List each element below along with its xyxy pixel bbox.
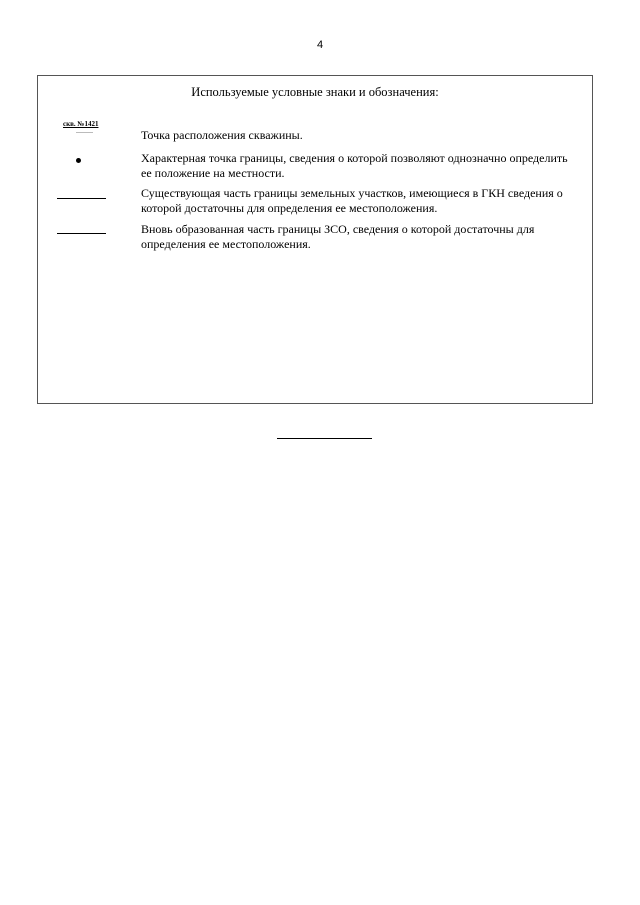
legend-item-description: Характерная точка границы, сведения о которой позволяют однозначно определить ее положение на местности. — [141, 151, 568, 180]
well-label: скв. №1421 — [63, 120, 99, 128]
legend-box — [37, 75, 593, 404]
existing-boundary-line-icon — [57, 198, 106, 199]
legend-item-description: Точка расположения скважины. — [141, 128, 303, 142]
well-underline — [76, 132, 93, 133]
legend-item-description: Вновь образованная часть границы ЗСО, сведения о которой достаточны для определения ее местоположения. — [141, 222, 535, 251]
footnote-rule — [277, 438, 372, 439]
page-number: 4 — [316, 39, 324, 51]
new-boundary-line-icon — [57, 233, 106, 234]
legend-title: Используемые условные знаки и обозначения: — [191, 85, 439, 99]
boundary-point-dot-icon — [76, 158, 81, 163]
legend-item-description: Существующая часть границы земельных участков, имеющиеся в ГКН сведения о которой достаточны для определения ее местоположения. — [141, 186, 563, 215]
